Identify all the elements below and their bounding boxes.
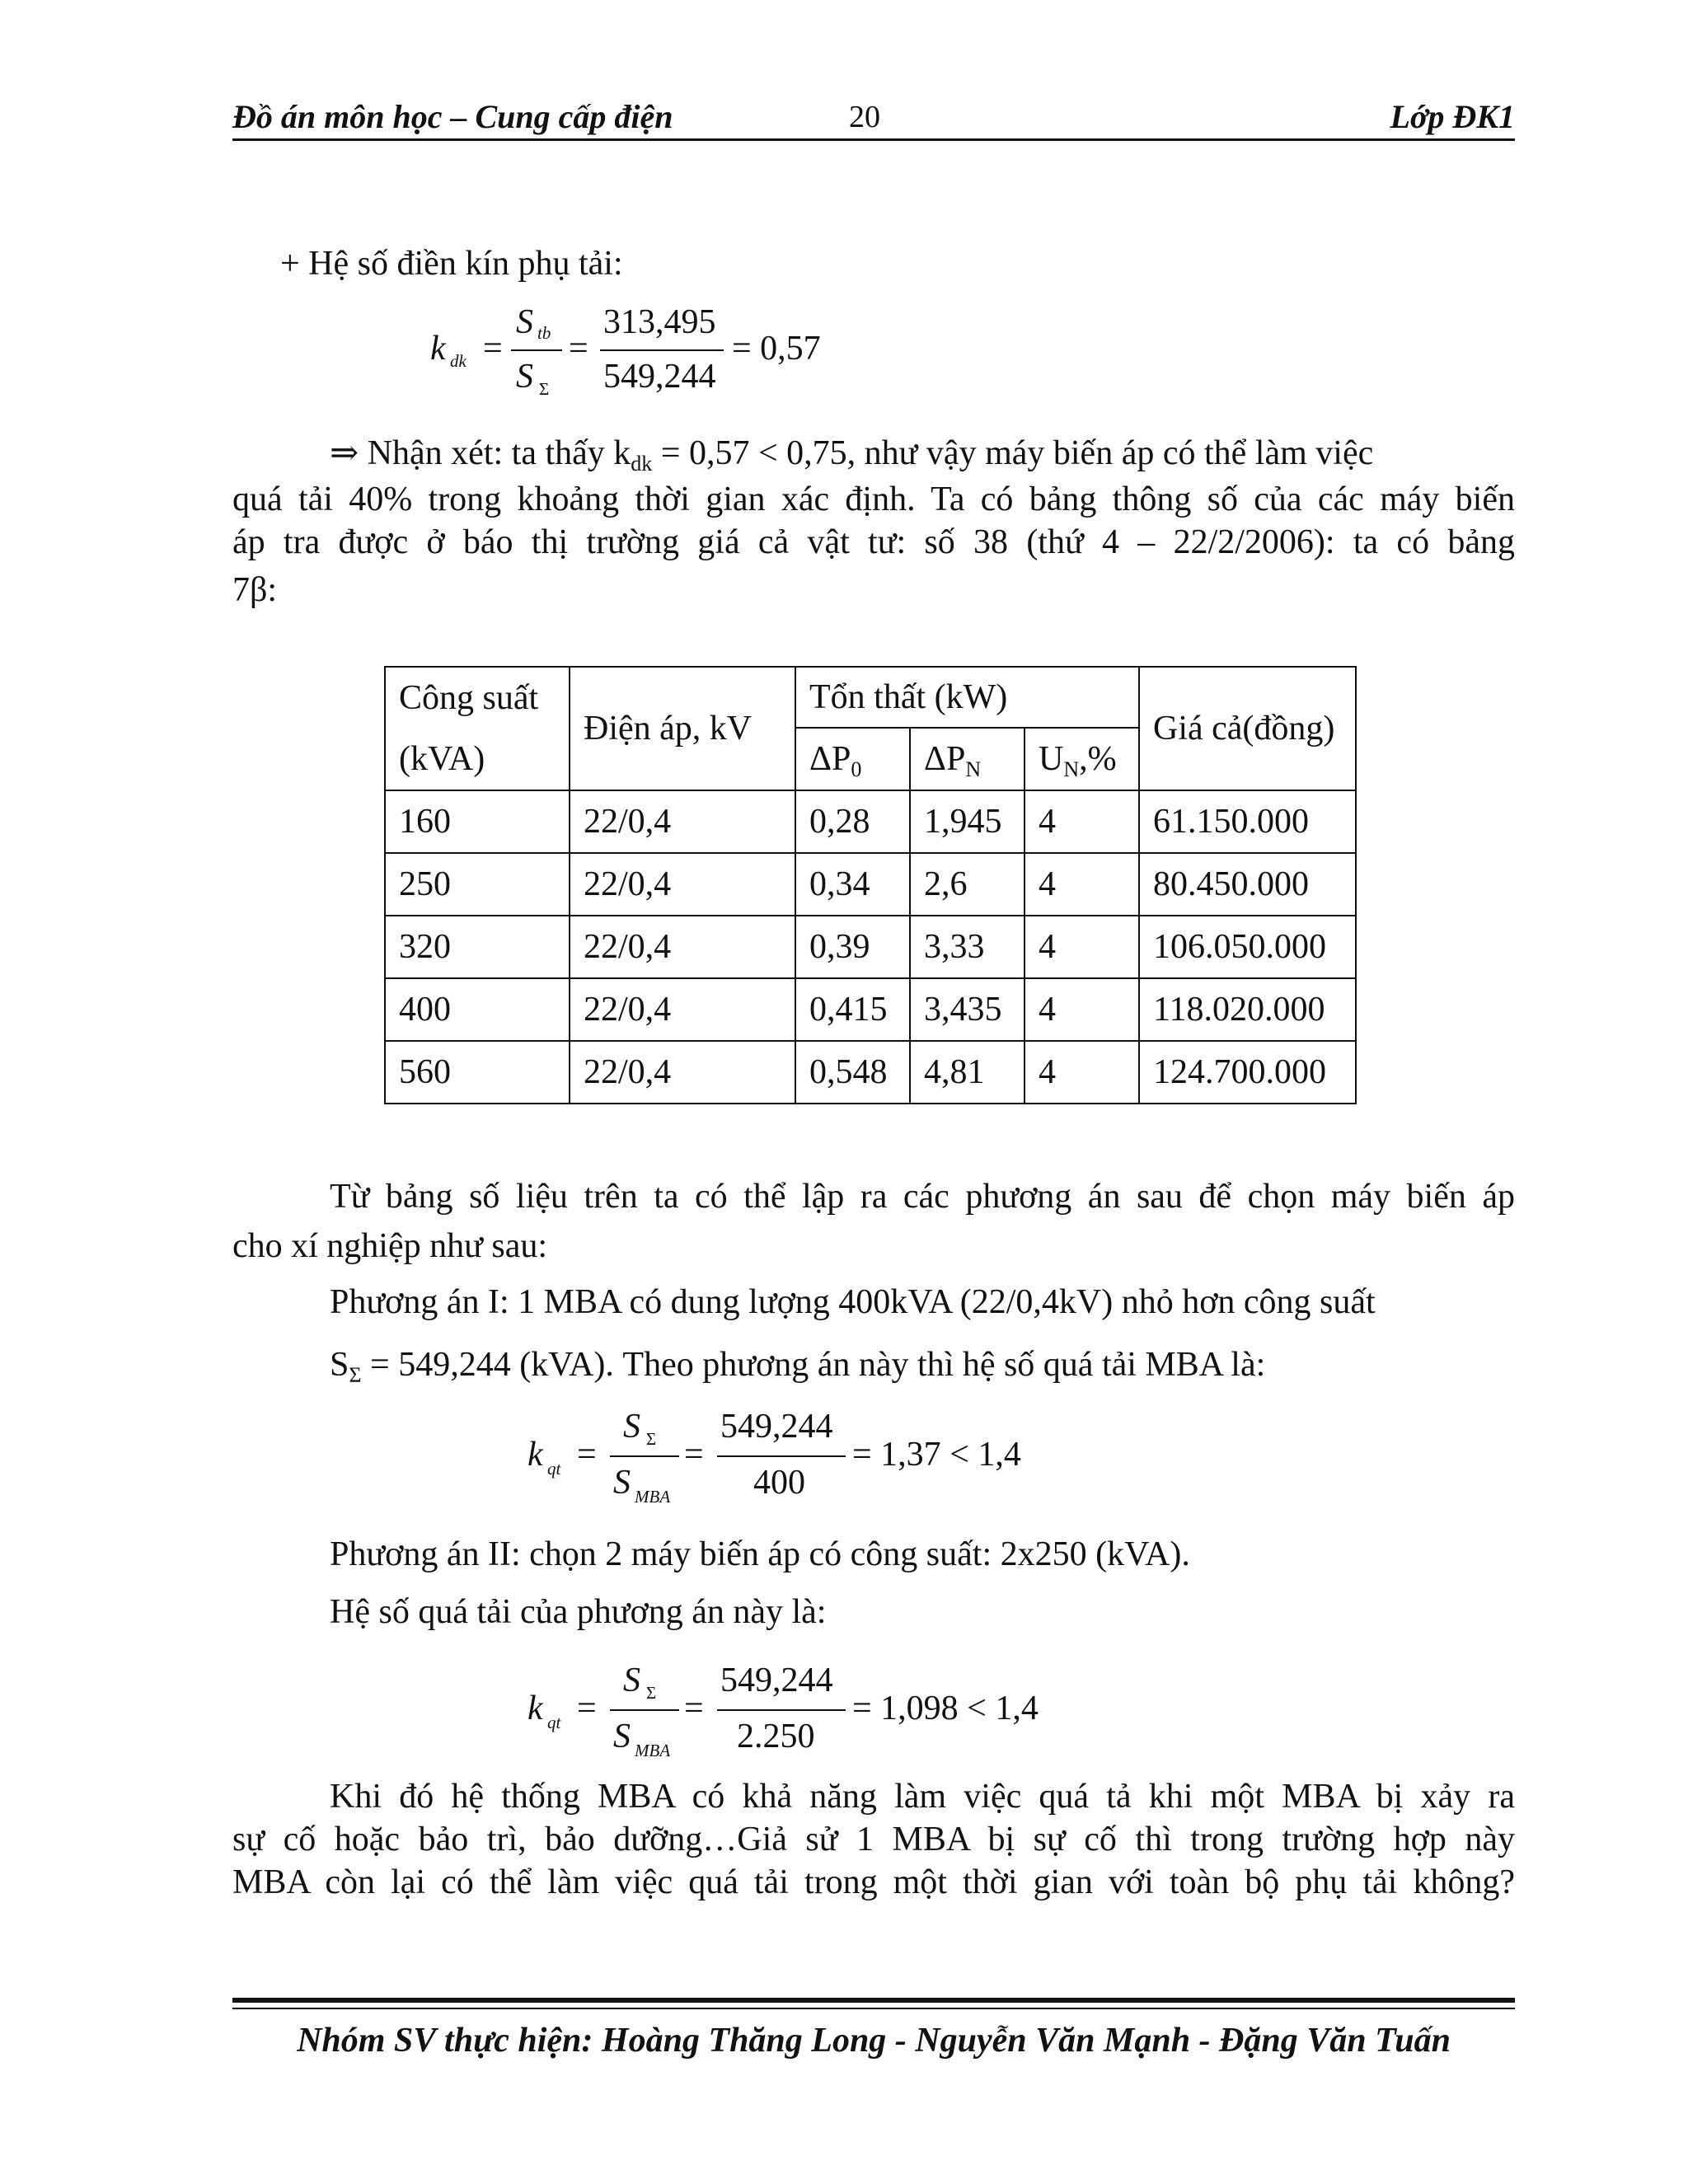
cell-p0: 0,28: [795, 790, 910, 853]
eq3-den-sub: MBA: [635, 1741, 671, 1760]
cell-power: 250: [385, 853, 570, 916]
cell-p0: 0,39: [795, 916, 910, 978]
conclusion-line-1: Khi đó hệ thống MBA có khả năng làm việc quá tả khi một MBA bị xảy ra: [330, 1778, 1515, 1816]
cell-price: 118.020.000: [1139, 978, 1356, 1041]
options-intro-line-2: cho xí nghiệp như sau:: [232, 1227, 548, 1265]
table-row: [385, 790, 1356, 853]
cell-price: 80.450.000: [1139, 853, 1356, 916]
header-p0: $\Delta P_0$: [795, 728, 910, 790]
table-row: [385, 853, 1356, 916]
footer-rule-thin: [232, 2008, 1515, 2009]
cell-power: 400: [385, 978, 570, 1041]
header-class: Lớp ĐK1: [1390, 98, 1515, 135]
eq1-num-sym: S: [516, 303, 533, 341]
cell-power: 560: [385, 1041, 570, 1104]
cell-price: 61.150.000: [1139, 790, 1356, 853]
header-power: [385, 667, 570, 790]
header-rule: [232, 138, 1515, 141]
eq3-num-val: 549,244: [720, 1661, 833, 1699]
eq2-result: = 1,37 < 1,4: [852, 1436, 1021, 1474]
eq1-den-sym: S: [516, 358, 533, 396]
remark-sub: dk: [631, 451, 653, 476]
header-power-line-2: (kVA): [399, 740, 485, 778]
eq3-num-sub: Σ: [646, 1683, 657, 1703]
eq2-lhs: k: [528, 1436, 543, 1474]
option-2-line-1: Phương án II: chọn 2 máy biến áp có công suất: 2x250 (kVA).: [330, 1535, 1190, 1573]
conclusion-line-3: MBA còn lại có thể làm việc quá tải trong một thời gian với toàn bộ phụ tải không?: [232, 1863, 1515, 1901]
cell-voltage: 22/0,4: [570, 978, 795, 1041]
eq2-fraction-bar-2: [717, 1455, 846, 1457]
options-intro-line-1: Từ bảng số liệu trên ta có thể lập ra các phương án sau để chọn máy biến áp: [330, 1178, 1515, 1216]
cell-price: 124.700.000: [1139, 1041, 1356, 1104]
eq1-den-sub: Σ: [539, 379, 550, 399]
eq3-den-sym: S: [613, 1718, 631, 1755]
cell-voltage: 22/0,4: [570, 1041, 795, 1104]
eq1-den-val: 549,244: [603, 358, 716, 396]
eq3-equals-1: =: [577, 1690, 597, 1727]
cell-pn: 2,6: [910, 853, 1025, 916]
eq2-den-sym: S: [613, 1464, 631, 1502]
cell-p0: 0,34: [795, 853, 910, 916]
eq1-fraction-bar-1: [511, 349, 562, 351]
remark-line-2: quá tải 40% trong khoảng thời gian xác định. Ta có bảng thông số của các máy biến: [232, 480, 1515, 518]
remark-line-1: [330, 430, 1373, 476]
cell-voltage: 22/0,4: [570, 853, 795, 916]
eq1-lhs-sub: dk: [450, 351, 467, 371]
eq3-fraction-bar-2: [717, 1709, 846, 1711]
cell-pn: 1,945: [910, 790, 1025, 853]
eq1-num-val: 313,495: [603, 303, 716, 341]
eq2-den-val: 400: [753, 1464, 805, 1502]
option-1-line-1: Phương án I: 1 MBA có dung lượng 400kVA (22/0,4kV) nhỏ hơn công suất: [330, 1283, 1376, 1321]
footer-rule-thick: [232, 1998, 1515, 2003]
cell-p0: 0,415: [795, 978, 910, 1041]
eq1-result: = 0,57: [732, 330, 821, 368]
cell-un: 4: [1025, 978, 1139, 1041]
transformer-spec-table: [384, 666, 1357, 1104]
table-row: [385, 978, 1356, 1041]
cell-un: 4: [1025, 1041, 1139, 1104]
eq2-lhs-sub: qt: [547, 1459, 561, 1479]
cell-price: 106.050.000: [1139, 916, 1356, 978]
option-2-line-2: Hệ số quá tải của phương án này là:: [330, 1593, 827, 1631]
eq1-equals-1: =: [483, 330, 503, 368]
eq3-equals-2: =: [684, 1690, 704, 1727]
remark-line-3: áp tra được ở báo thị trường giá cả vật tư: số 38 (thứ 4 – 22/2/2006): ta có bảng: [232, 523, 1515, 561]
cell-pn: 4,81: [910, 1041, 1025, 1104]
eq3-den-val: 2.250: [737, 1718, 815, 1755]
header-pn: $\Delta P_N$: [910, 728, 1025, 790]
table-row: [385, 1041, 1356, 1104]
eq2-equals-2: =: [684, 1436, 704, 1474]
remark-line-4: 7β:: [232, 571, 278, 609]
header-loss: Tổn thất (kW): [795, 667, 1139, 728]
eq3-num-sym: S: [623, 1661, 640, 1699]
header-un: $U_N,\%$: [1025, 728, 1139, 790]
eq2-num-sub: Σ: [646, 1429, 657, 1449]
eq2-num-sym: S: [623, 1408, 640, 1446]
cell-un: 4: [1025, 853, 1139, 916]
eq2-den-sub: MBA: [635, 1487, 671, 1507]
cell-pn: 3,33: [910, 916, 1025, 978]
eq3-result: = 1,098 < 1,4: [852, 1690, 1039, 1727]
header-price: Giá cả(đồng): [1139, 667, 1356, 790]
cell-p0: 0,548: [795, 1041, 910, 1104]
footer-authors: Nhóm SV thực hiện: Hoàng Thăng Long - Nguyễn Văn Mạnh - Đặng Văn Tuấn: [297, 2022, 1451, 2060]
eq3-lhs-sub: qt: [547, 1713, 561, 1732]
cell-pn: 3,435: [910, 978, 1025, 1041]
page-number: 20: [849, 100, 880, 134]
cell-voltage: 22/0,4: [570, 916, 795, 978]
load-fill-heading: + Hệ số điền kín phụ tải:: [280, 245, 623, 283]
table-row: [385, 916, 1356, 978]
eq2-num-val: 549,244: [720, 1408, 833, 1446]
remark-text-a: ⇒ Nhận xét: ta thấy k: [330, 434, 631, 472]
option-1-line-2: $S_\Sigma = 549,244$ (kVA). Theo phương án này thì hệ số quá tải MBA là:: [330, 1346, 1266, 1387]
remark-text-b: = 0,57 < 0,75, như vậy máy biến áp có thể làm việc: [652, 434, 1374, 472]
eq1-equals-2: =: [569, 330, 588, 368]
header-voltage: Điện áp, kV: [570, 667, 795, 790]
cell-voltage: 22/0,4: [570, 790, 795, 853]
eq1-lhs: k: [430, 330, 446, 368]
eq1-num-sub: tb: [537, 323, 551, 343]
eq2-fraction-bar-1: [610, 1455, 679, 1457]
eq3-fraction-bar-1: [610, 1709, 679, 1711]
cell-power: 160: [385, 790, 570, 853]
header-course-title: Đồ án môn học – Cung cấp điện: [232, 98, 673, 135]
eq1-fraction-bar-2: [600, 349, 724, 351]
header-power-line-1: Công suất: [399, 679, 539, 717]
eq3-lhs: k: [528, 1690, 543, 1727]
cell-power: 320: [385, 916, 570, 978]
cell-un: 4: [1025, 916, 1139, 978]
conclusion-line-2: sự cố hoặc bảo trì, bảo dưỡng…Giả sử 1 MBA bị sự cố thì trong trường hợp này: [232, 1821, 1515, 1858]
table-header-row-1: [385, 667, 1356, 728]
eq2-equals-1: =: [577, 1436, 597, 1474]
cell-un: 4: [1025, 790, 1139, 853]
